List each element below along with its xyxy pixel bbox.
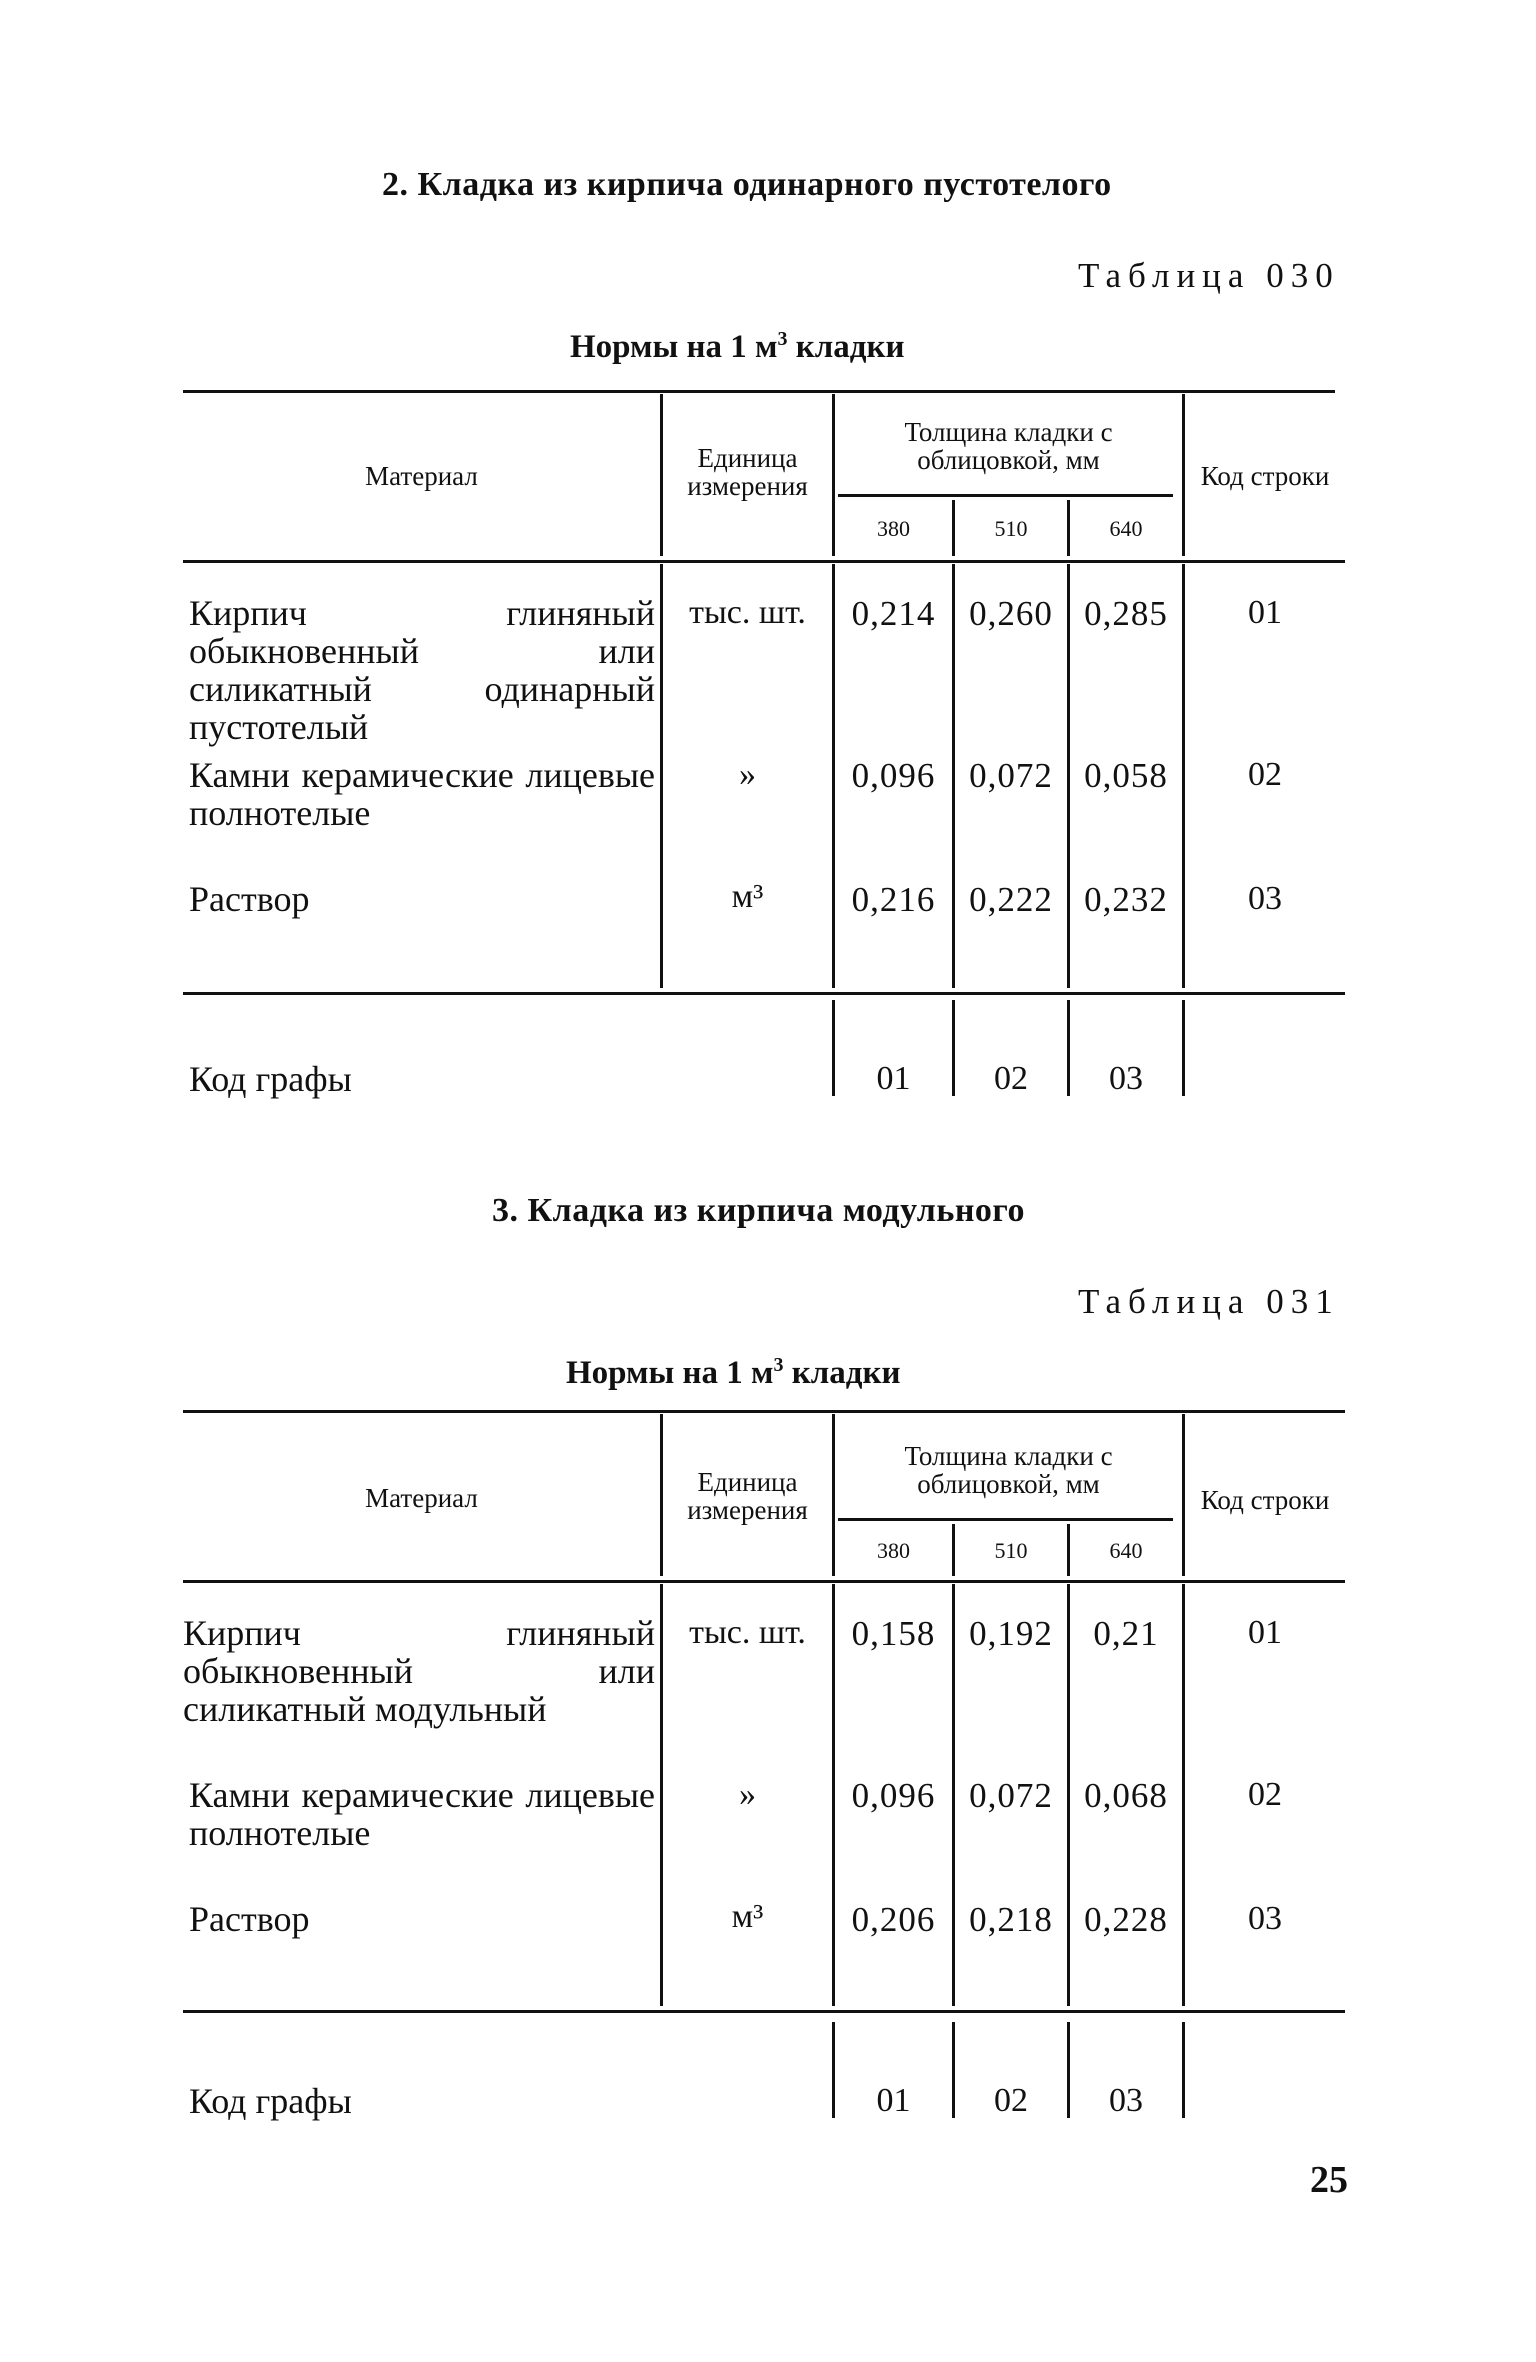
table-top-rule: [183, 390, 1335, 393]
column-code-label: Код графы: [189, 2081, 352, 2121]
column-code: 02: [994, 1060, 1028, 1097]
row-material: Кирпич глиняный обыкновенный или силикатный модульный: [183, 1613, 655, 1729]
col-divider: [1182, 1000, 1185, 1096]
header-thickness: Толщина кладки с облицовкой, мм: [904, 1441, 1113, 1499]
row-value-380: 0,206: [851, 1900, 936, 1939]
page-number: 25: [1310, 2159, 1348, 2201]
row-value-380: 0,158: [851, 1614, 936, 1653]
row-code: 02: [1248, 756, 1282, 793]
col-divider: [1182, 2022, 1185, 2118]
row-value-510: 0,260: [969, 594, 1053, 633]
row-code: 02: [1248, 1776, 1282, 1813]
row-material: Раствор: [189, 1899, 310, 1939]
row-value-640: 0,232: [1084, 880, 1168, 919]
header-unit: Единица измерения: [687, 1467, 808, 1525]
norms-caption: Нормы на 1 $м^3$ кладки: [570, 328, 905, 365]
row-unit: м³: [731, 1898, 764, 1935]
header-row-code: Код строки: [1200, 461, 1330, 491]
header-bottom-rule: [183, 1580, 1345, 1583]
row-value-380: 0,214: [851, 594, 936, 633]
row-value-380: 0,096: [851, 756, 936, 795]
table-label: Таблица 030: [1078, 256, 1340, 295]
norms-table: [183, 1408, 1345, 2128]
body-bottom-rule: [183, 2010, 1345, 2013]
row-value-640: 0,228: [1084, 1900, 1168, 1939]
column-code: 03: [1109, 1060, 1143, 1097]
header-material: Материал: [365, 1483, 478, 1513]
row-value-510: 0,222: [969, 880, 1053, 919]
header-thickness-510: 510: [994, 1538, 1028, 1563]
row-value-640: 0,058: [1084, 756, 1168, 795]
table-top-rule: [183, 1410, 1345, 1413]
header-thickness-380: 380: [877, 516, 910, 541]
column-code: 03: [1109, 2082, 1143, 2119]
header-thickness-640: 640: [1109, 1538, 1143, 1563]
row-value-640: 0,21: [1093, 1614, 1159, 1653]
row-unit: м³: [731, 878, 764, 915]
header-material: Материал: [365, 461, 478, 491]
column-code: 01: [876, 2082, 911, 2119]
row-unit: тыс. шт.: [689, 594, 806, 631]
row-code: 03: [1248, 880, 1282, 917]
header-thickness: Толщина кладки с облицовкой, мм: [904, 417, 1113, 475]
header-row-code: Код строки: [1200, 1485, 1330, 1515]
header-thickness-510: 510: [994, 516, 1028, 541]
row-material: Камни керамические лицевые полнотелые: [189, 755, 655, 833]
subheader-rule: [838, 494, 1173, 497]
column-code-label: Код графы: [189, 1059, 352, 1099]
row-value-640: 0,068: [1084, 1776, 1168, 1815]
header-bottom-rule: [183, 560, 1345, 563]
column-code: 01: [876, 1060, 911, 1097]
row-material: Камни керамические лицевые полнотелые: [189, 1775, 655, 1853]
row-value-510: 0,218: [969, 1900, 1053, 1939]
header-unit: Единица измерения: [687, 443, 808, 501]
row-material: Раствор: [189, 879, 310, 919]
norms-caption: Нормы на 1 $м^3$ кладки: [566, 1354, 901, 1391]
subheader-rule: [838, 1518, 1173, 1521]
row-unit: »: [739, 1776, 756, 1813]
table-label: Таблица 031: [1078, 1282, 1340, 1321]
row-value-640: 0,285: [1084, 594, 1168, 633]
row-code: 03: [1248, 1900, 1282, 1937]
header-thickness-380: 380: [877, 1538, 910, 1563]
row-value-510: 0,192: [969, 1614, 1053, 1653]
row-code: 01: [1248, 594, 1282, 631]
row-value-510: 0,072: [969, 756, 1053, 795]
row-value-380: 0,096: [851, 1776, 936, 1815]
row-value-510: 0,072: [969, 1776, 1053, 1815]
row-unit: тыс. шт.: [689, 1614, 806, 1651]
column-code: 02: [994, 2082, 1028, 2119]
row-code: 01: [1248, 1614, 1282, 1651]
body-bottom-rule: [183, 992, 1345, 995]
section-heading: 2. Кладка из кирпича одинарного пустотелого: [382, 166, 1112, 203]
section-heading: 3. Кладка из кирпича модульного: [492, 1192, 1026, 1229]
row-material: Кирпич глиняный обыкновенный или силикатный одинарный пустотелый: [189, 593, 655, 747]
header-thickness-640: 640: [1109, 516, 1143, 541]
row-value-380: 0,216: [851, 880, 936, 919]
row-unit: »: [739, 756, 756, 793]
norms-table: [183, 388, 1345, 1108]
